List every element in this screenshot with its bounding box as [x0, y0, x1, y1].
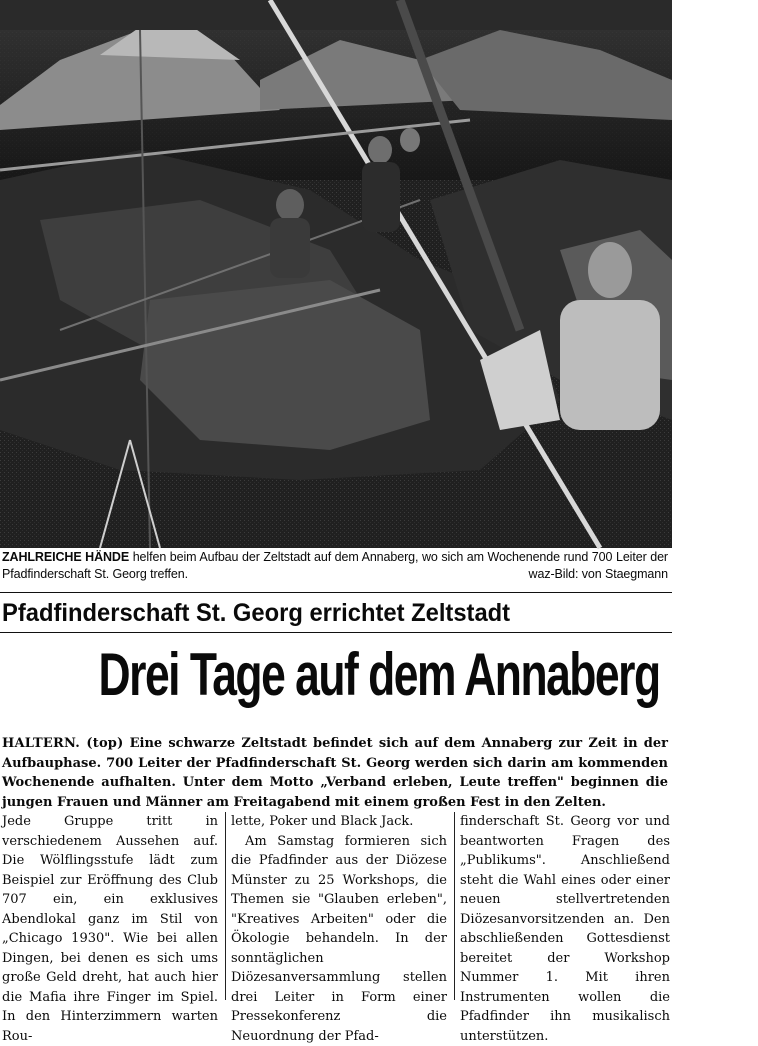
divider [0, 632, 672, 633]
caption-lead: ZAHLREICHE HÄNDE [2, 550, 129, 564]
column-1-text: Jede Gruppe tritt in verschiedenem Aussehen auf. Die Wölflingsstufe lädt zum Beispiel zur Eröffnung des Club 707 ein, ein exklusives Abendlokal ganz im Stil von „Chicago 1930". Wie bei allen Dingen, bei denen es sich ums große Geld dreht, hat auch hier die Mafia ihre Finger im Spiel. In den Hinterzimmern warten Rou- [2, 812, 218, 1046]
subheadline: Pfadfinderschaft St. Georg errichtet Zeltstadt [2, 598, 637, 628]
column-divider [454, 812, 455, 1000]
headline [0, 636, 672, 714]
column-2-text-a: lette, Poker und Black Jack. [231, 812, 447, 832]
column-3 [460, 812, 670, 1000]
dateline: HALTERN. (top) [2, 736, 123, 751]
column-2-text-b: Am Samstag formieren sich die Pfadfinder aus der Diözese Münster zu 25 Workshops, die Themen sie "Glauben erleben", "Kreatives Arbeiten" oder die Ökologie behandeln. In der sonntäglichen Diözesanversammlung stellen drei Leiter in Form einer Pressekonferenz die Neuordnung der Pfad- [231, 832, 447, 1046]
photo-caption [2, 549, 668, 583]
column-1 [2, 812, 218, 1000]
column-divider [225, 812, 226, 1000]
headline-text: Drei Tage auf dem Annaberg [99, 636, 660, 714]
news-photo [0, 0, 672, 548]
lead-text: Eine schwarze Zeltstadt befindet sich auf dem Annaberg zur Zeit in der Aufbauphase. 700 Leiter der Pfadfinderschaft St. Georg werden sich darin am kommenden Wochenende aufhalten. Unter dem Motto „Verband erleben, Leute treffen" beginnen die jungen Frauen und Männer am Freitagabend mit einem großen Fest in den Zelten. [2, 736, 668, 810]
article-lead [2, 734, 668, 812]
article-columns [2, 812, 670, 1000]
divider [0, 592, 672, 593]
photo-credit: waz-Bild: von Staegmann [529, 566, 668, 583]
column-2 [231, 812, 447, 1000]
tent-camp-photo-icon [0, 0, 672, 548]
column-3-text: finderschaft St. Georg vor und beantworten Fragen des „Publikums". Anschließend steht die Wahl eines oder einer neuen stellvertretenden Diözesanvorsitzenden an. Den abschließenden Gottesdienst bereitet der Workshop Nummer 1. Mit ihren Instrumenten wollen die Pfadfinder ihn musikalisch unterstützen. [460, 812, 670, 1046]
caption-text: helfen beim Aufbau der Zeltstadt auf dem Annaberg, wo sich am Wochenende rund 700 Leiter der Pfadfinderschaft St. Georg treffen. [2, 550, 668, 581]
